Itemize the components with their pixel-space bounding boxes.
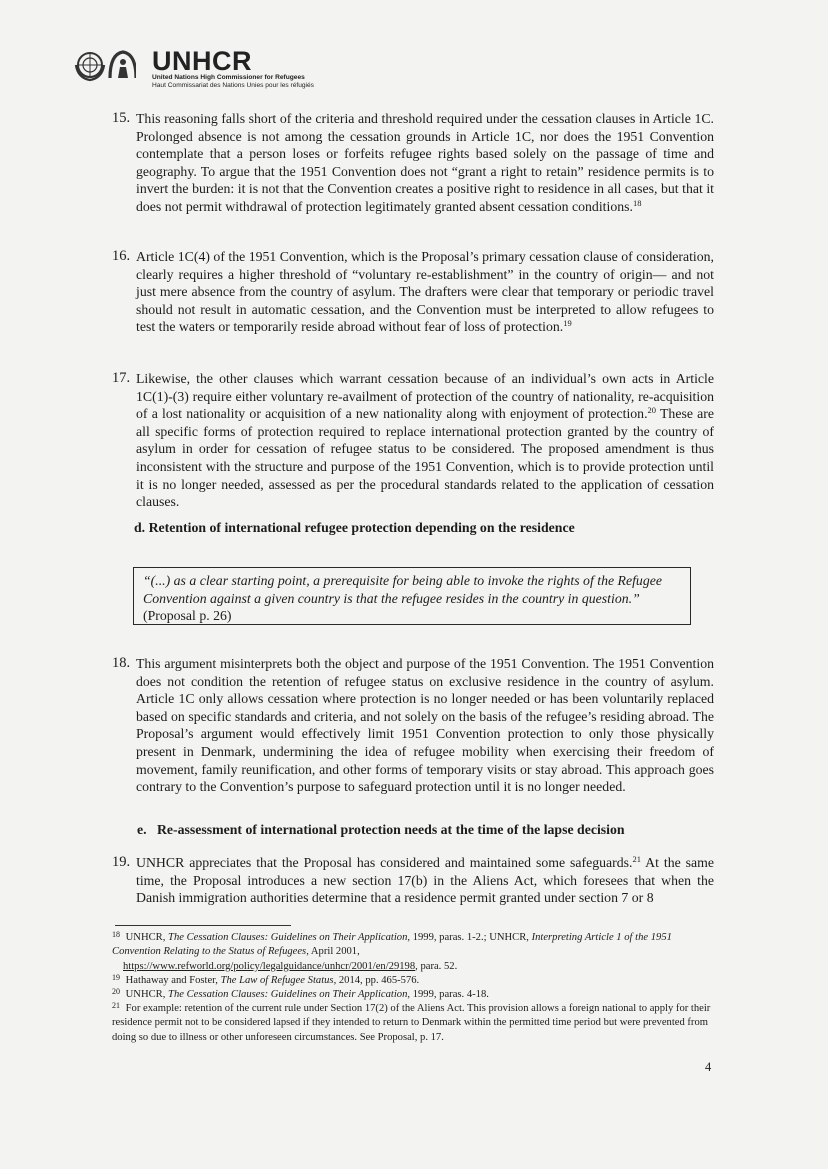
paragraph-text: Article 1C(4) of the 1951 Convention, which is the Proposal’s primary cessation clause of consideration, clearly requires a higher threshold of “voluntary re-establishment” in the country of origin— and not just mere absence from the country of asylum. The drafters were clear that temporary or periodic travel should not result in automatic cessation, and the Convention must be interpreted to allow refugees to test the waters or temporarily reside abroad without fear of loss of protection. bbox=[136, 249, 714, 335]
footnote-text: , 2014, pp. 465-576. bbox=[333, 975, 420, 986]
paragraph-text-continued: These are all specific forms of protection required to replace international protection granted by the country of asylum in order for cessation of refugee status to be considered. The proposed amendment is thus inconsistent with the structure and purpose of the 1951 Convention, which is to provide protection until it is no longer needed, assessed as per the procedural standards related to the application of cessation clauses. bbox=[136, 406, 714, 510]
footnote-text: For example: retention of the current rule under Section 17(2) of the Aliens Act. This provision allows a foreign national to apply for their residence permit not to be considered lapsed if they intended to return to Denmark within the permitted time period but were prevented from doing so due to illness or other unforeseen circumstances. See Proposal, p. 17. bbox=[112, 1003, 711, 1043]
paragraph-15 bbox=[112, 110, 714, 216]
footnote-ref[interactable]: 18 bbox=[632, 197, 642, 208]
letterhead bbox=[74, 46, 494, 96]
heading-text: Re-assessment of international protection needs at the time of the lapse decision bbox=[156, 822, 625, 837]
footnote-separator bbox=[115, 925, 291, 926]
footnote-ref[interactable]: 21 bbox=[632, 854, 641, 864]
brand-name: UNHCR bbox=[152, 46, 252, 76]
paragraph-number: 16. bbox=[112, 248, 131, 264]
page-number: 4 bbox=[705, 1060, 712, 1074]
quote-box bbox=[133, 567, 691, 625]
footnote-text: 1999, paras. 4-18. bbox=[410, 989, 489, 1000]
section-heading-d: d. Retention of international refugee protection depending on the residence bbox=[134, 520, 575, 535]
org-name-french: Haut Commissariat des Nations Unies pour les réfugiés bbox=[152, 82, 314, 89]
footnote-19: 19 Hathaway and Foster, The Law of Refugee Status, 2014, pp. 465-576. bbox=[112, 973, 420, 986]
paragraph-number: 17. bbox=[112, 370, 131, 386]
footnote-title: Interpreting Article 1 of the 1951 Convention Relating to the Status of Refugees bbox=[112, 932, 672, 958]
paragraph-16 bbox=[112, 248, 714, 336]
footnote-title: The Cessation Clauses: Guidelines on Their Application, bbox=[168, 932, 411, 943]
paragraph-text: This reasoning falls short of the criteria and threshold required under the cessation clauses in Article 1C. Prolonged absence is not among the cessation grounds in Article 1C, nor does the 1951 Convention contemplate that a person loses or forfeits refugee rights based solely on the passage of time and geography. To argue that the 1951 Convention does not “grant a right to retain” residence permits is to invert the burden: it is not that the Convention creates a positive right to residence in all cases, but that it does not permit withdrawal of protection legitimately granted absent cessation conditions. bbox=[136, 111, 714, 214]
footnote-text: , April 2001, bbox=[306, 946, 360, 958]
footnote-title: The Law of Refugee Status bbox=[220, 975, 334, 986]
paragraph-18 bbox=[112, 655, 714, 796]
paragraph-text-continued: At the same time, the Proposal introduces a new section 17(b) in the Aliens Act, which foresees that when the Danish immigration authorities determine that a residence permit granted under section 7 or 8 bbox=[136, 855, 714, 906]
unhcr-hands-icon bbox=[110, 52, 136, 78]
paragraph-19 bbox=[112, 854, 714, 907]
footnote-text: UNHCR, bbox=[125, 932, 169, 943]
footnote-text: UNHCR, bbox=[125, 989, 169, 1000]
paragraph-17 bbox=[112, 370, 714, 511]
footnote-21: 21 For example: retention of the current rule under Section 17(2) of the Aliens Act. This provision allows a foreign national to apply for their residence permit not to be considered lapsed if they intended to return to Denmark within the permitted time period but were prevented from doing so due to illness or other unforeseen circumstances. See Proposal, p. 17. bbox=[112, 1001, 711, 1043]
footnote-link[interactable]: https://www.refworld.org/policy/legalguidance/unhcr/2001/en/29198 bbox=[123, 960, 416, 972]
paragraph-number: 19. bbox=[112, 854, 131, 870]
un-emblem-icon bbox=[74, 48, 136, 82]
footnote-text: Hathaway and Foster, bbox=[125, 975, 221, 986]
footnote-text: 1999, paras. 1-2.; UNHCR, bbox=[410, 932, 532, 943]
footnote-ref[interactable]: 20 bbox=[647, 405, 657, 416]
paragraph-number: 18. bbox=[112, 655, 131, 671]
paragraph-text: UNHCR appreciates that the Proposal has considered and maintained some safeguards. bbox=[136, 855, 633, 870]
heading-letter: e. bbox=[137, 822, 147, 837]
quote-text: “(...) as a clear starting point, a prerequisite for being able to invoke the rights of the Refugee Convention against a given country is that the refugee resides in the country in question.” bbox=[143, 573, 662, 606]
section-heading-e bbox=[137, 821, 625, 839]
footnote-ref[interactable]: 19 bbox=[563, 318, 572, 329]
org-name-english: United Nations High Commissioner for Refugees bbox=[152, 74, 305, 81]
paragraph-text: This argument misinterprets both the object and purpose of the 1951 Convention. The 1951 Convention does not condition the retention of refugee status on exclusive residence in the country of asylum. Article 1C only allows cessation where protection is no longer needed or has been voluntarily replaced based on specific standards and criteria, and not solely on the basis of the refugee’s residing abroad. The Proposal’s argument would effectively limit 1951 Convention protection to only those physically present in Denmark, undermining the idea of refugee mobility when exercising their freedom of movement, family reunification, and other forms of temporary visits or stay abroad. This approach goes contrary to the Convention’s purpose to safeguard protection until it is no longer needed. bbox=[136, 656, 714, 795]
footnote-18: 18 UNHCR, The Cessation Clauses: Guidelines on Their Application, 1999, paras. 1-2.; UNHCR, Interpreting Article 1 of the 1951 Convention Relating to the Status of Refugees, April 2001, https://www.refworld.org/policy/legalguidance/unhcr/2001/en/29198, para. 52. bbox=[112, 930, 672, 972]
footnote-20: 20 UNHCR, The Cessation Clauses: Guidelines on Their Application, 1999, paras. 4-18. bbox=[112, 987, 489, 1000]
quote-source: (Proposal p. 26) bbox=[143, 608, 232, 624]
paragraph-number: 15. bbox=[112, 110, 131, 126]
footnote-title: The Cessation Clauses: Guidelines on Their Application, bbox=[168, 989, 411, 1000]
footnote-text: , para. 52. bbox=[415, 960, 458, 972]
paragraph-text: Likewise, the other clauses which warrant cessation because of an individual’s own acts in Article 1C(1)-(3) require either voluntary re-availment of protection of the country of nationality, re-acquisition of a lost nationality or acquisition of a new nationality along with enjoyment of protection. bbox=[136, 371, 714, 422]
